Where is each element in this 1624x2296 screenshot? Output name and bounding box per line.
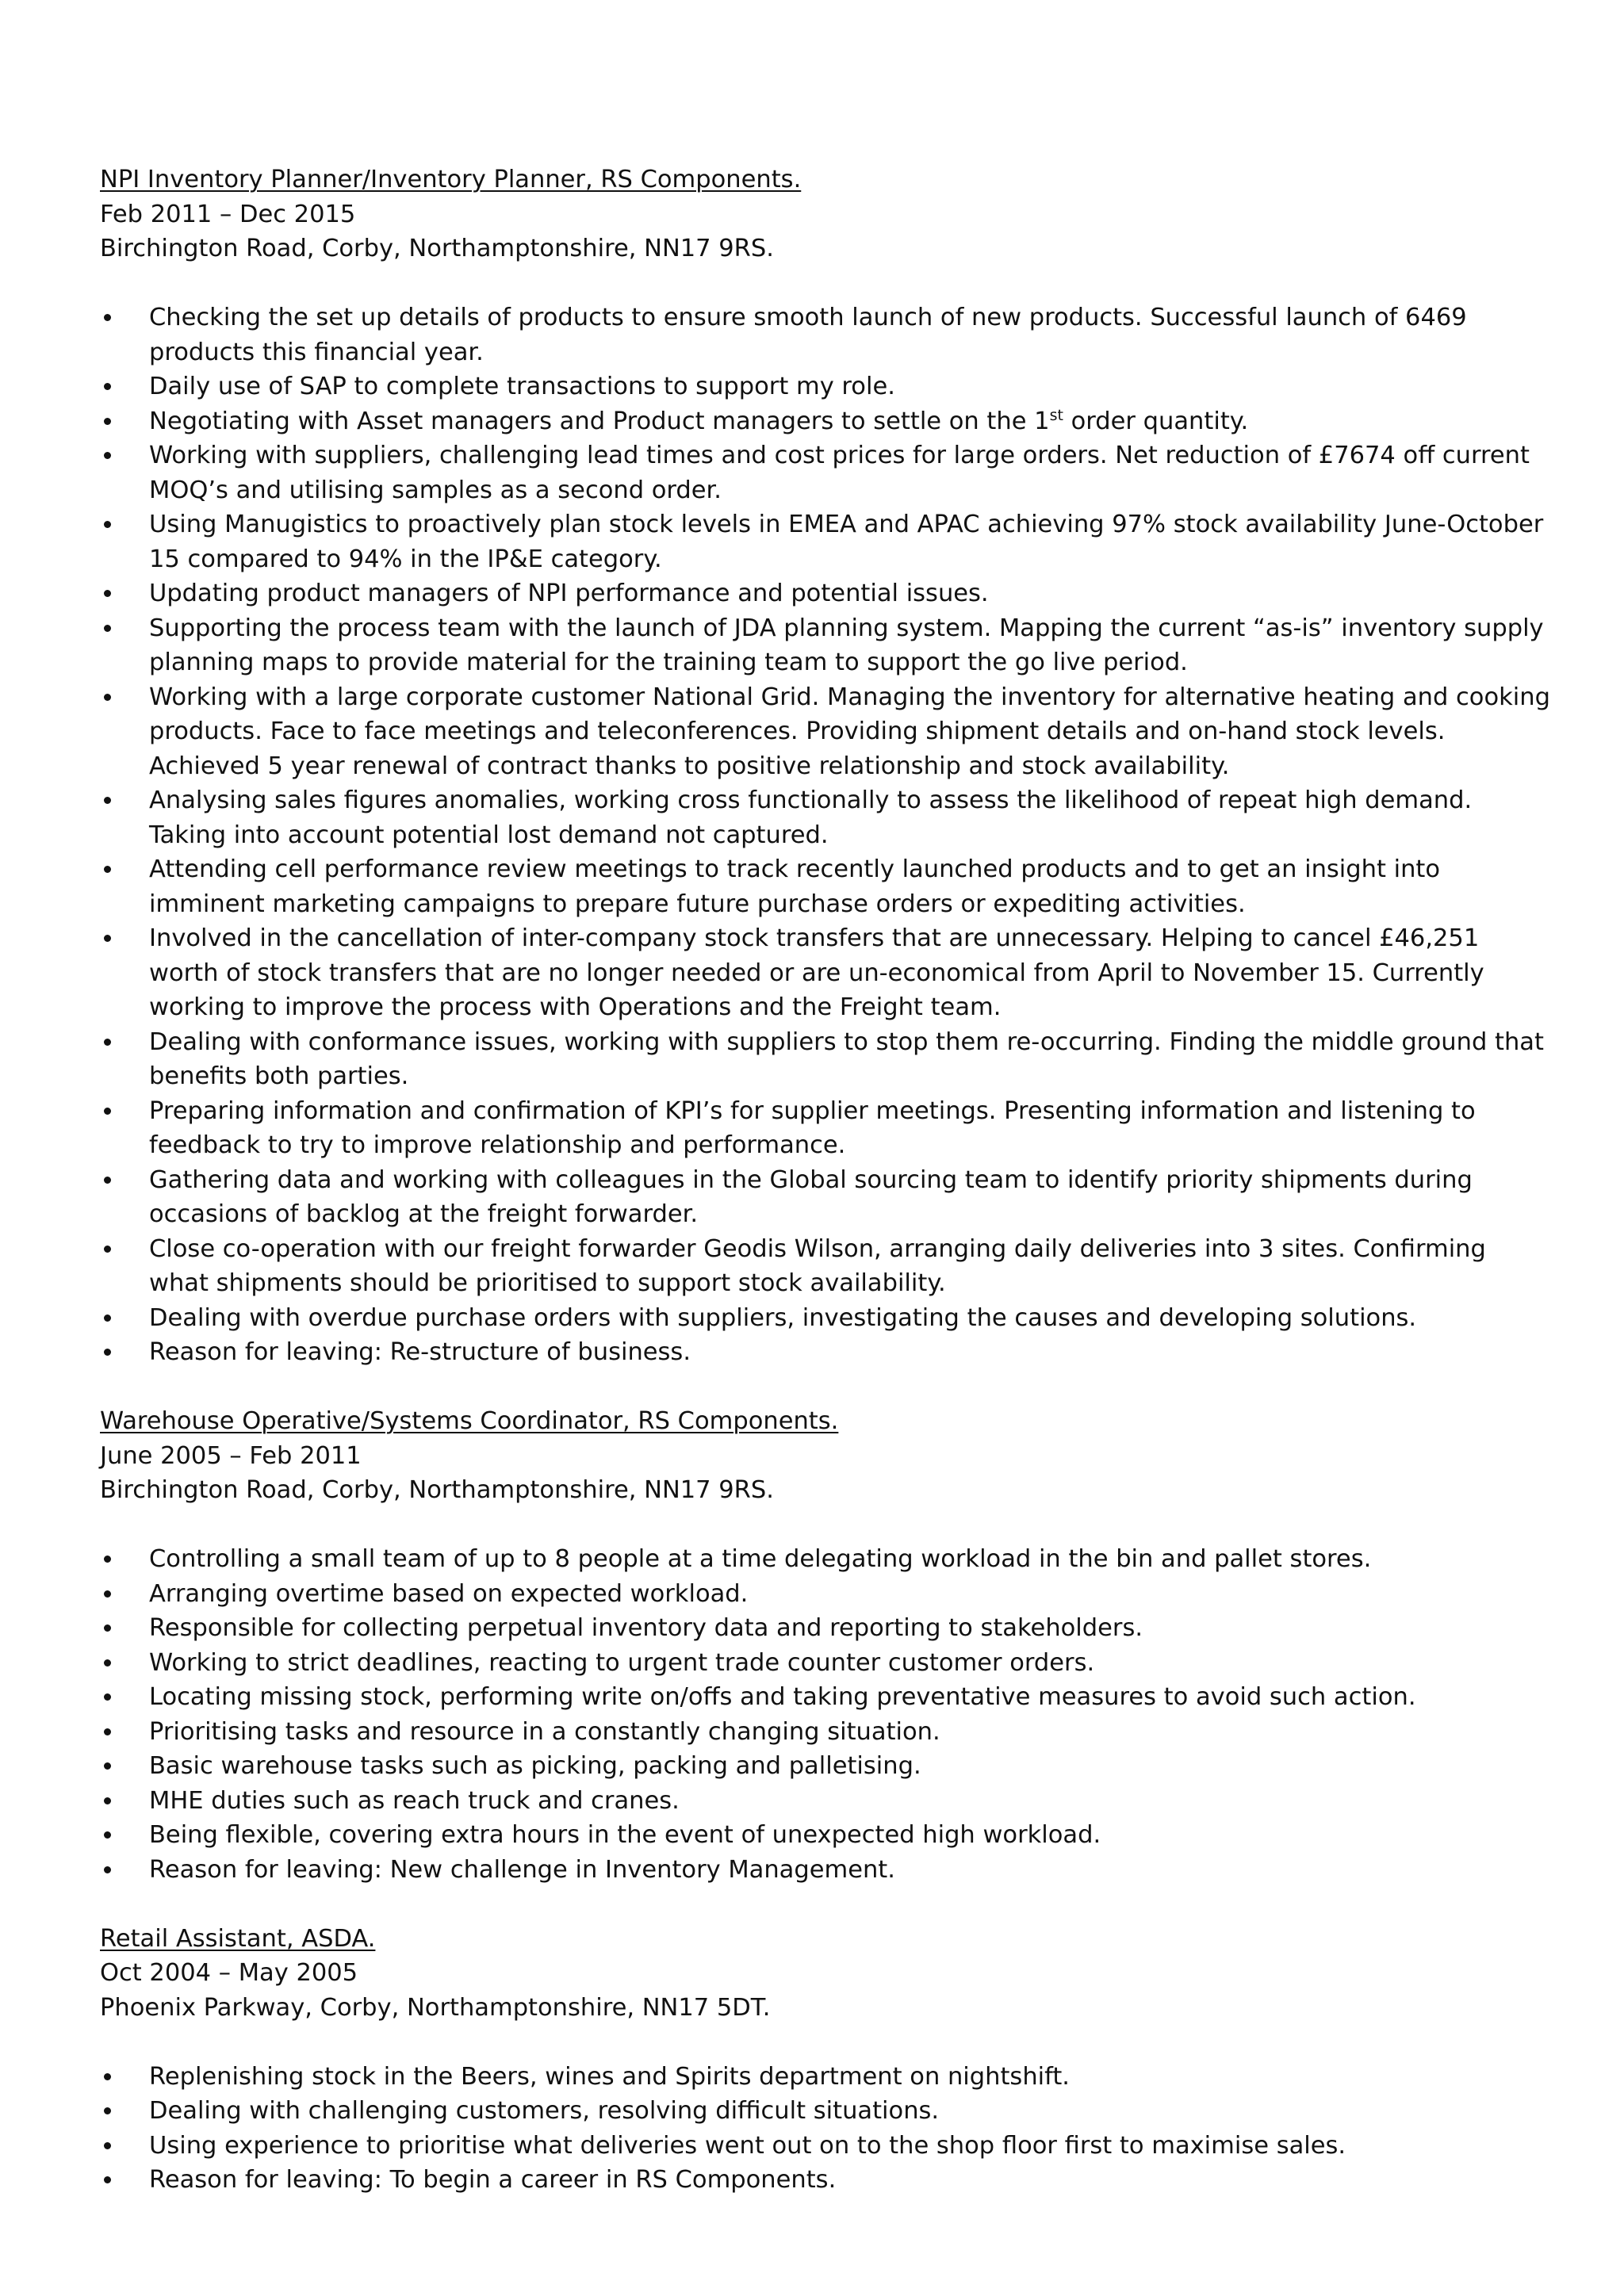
- duty-item: Reason for leaving: Re-structure of business.: [100, 1335, 1551, 1370]
- duty-item: Reason for leaving: New challenge in Inventory Management.: [100, 1853, 1551, 1888]
- job-warehouse-operative: [100, 1404, 1551, 1887]
- duty-list: [100, 300, 1551, 1370]
- duty-item: Responsible for collecting perpetual inventory data and reporting to stakeholders.: [100, 1611, 1551, 1646]
- job-dates: Oct 2004 – May 2005: [100, 1959, 358, 1987]
- duty-item: Dealing with conformance issues, working with suppliers to stop them re-occurring. Finding the middle ground that benefits both parties.: [100, 1025, 1551, 1094]
- duty-item: Working with a large corporate customer National Grid. Managing the inventory for alternative heating and cooking products. Face to face meetings and teleconferences. Providing shipment details and on-hand stock levels. Achieved 5 year renewal of contract thanks to positive relationship and stock availability.: [100, 680, 1551, 784]
- duty-item: Involved in the cancellation of inter-company stock transfers that are unnecessary. Helping to cancel £46,251 worth of stock transfers that are no longer needed or are un-economical from April to November 15. Currently working to improve the process with Operations and the Freight team.: [100, 921, 1551, 1025]
- duty-item: Arranging overtime based on expected workload.: [100, 1577, 1551, 1612]
- duty-text: Negotiating with Asset managers and Product managers to settle on the 1: [149, 407, 1050, 435]
- duty-item: Close co-operation with our freight forwarder Geodis Wilson, arranging daily deliveries into 3 sites. Confirming what shipments should be prioritised to support stock availability.: [100, 1232, 1551, 1301]
- duty-item: Updating product managers of NPI performance and potential issues.: [100, 576, 1551, 611]
- duty-item: Locating missing stock, performing write on/offs and taking preventative measures to avoid such action.: [100, 1680, 1551, 1715]
- duty-item: Prioritising tasks and resource in a constantly changing situation.: [100, 1715, 1551, 1750]
- duty-item: Working with suppliers, challenging lead times and cost prices for large orders. Net reduction of £7674 off current MOQ’s and utilising samples as a second order.: [100, 438, 1551, 507]
- duty-item: Checking the set up details of products to ensure smooth launch of new products. Successful launch of 6469 products this financial year.: [100, 300, 1551, 369]
- job-address: Phoenix Parkway, Corby, Northamptonshire, NN17 5DT.: [100, 1993, 771, 2022]
- employment-history: [100, 163, 1551, 2198]
- duty-item: Daily use of SAP to complete transactions to support my role.: [100, 369, 1551, 404]
- duty-item: Preparing information and confirmation of KPI’s for supplier meetings. Presenting information and listening to feedback to try to improve relationship and performance.: [100, 1094, 1551, 1163]
- job-dates: Feb 2011 – Dec 2015: [100, 200, 356, 228]
- duty-item: [100, 404, 1551, 439]
- job-title: NPI Inventory Planner/Inventory Planner, RS Components.: [100, 166, 802, 193]
- ordinal-suffix: st: [1049, 406, 1063, 424]
- duty-list: [100, 2060, 1551, 2198]
- duty-item: Basic warehouse tasks such as picking, packing and palletising.: [100, 1749, 1551, 1784]
- job-dates: June 2005 – Feb 2011: [100, 1441, 362, 1470]
- duty-item: Analysing sales figures anomalies, working cross functionally to assess the likelihood of repeat high demand. Taking into account potential lost demand not captured.: [100, 783, 1551, 852]
- duty-item: Dealing with challenging customers, resolving difficult situations.: [100, 2094, 1551, 2129]
- duty-item: Reason for leaving: To begin a career in RS Components.: [100, 2163, 1551, 2198]
- duty-item: Attending cell performance review meetings to track recently launched products and to get an insight into imminent marketing campaigns to prepare future purchase orders or expediting activities.: [100, 852, 1551, 921]
- duty-item: Dealing with overdue purchase orders with suppliers, investigating the causes and developing solutions.: [100, 1301, 1551, 1336]
- duty-item: Controlling a small team of up to 8 people at a time delegating workload in the bin and pallet stores.: [100, 1542, 1551, 1577]
- duty-item: Using experience to prioritise what deliveries went out on to the shop floor first to maximise sales.: [100, 2129, 1551, 2164]
- job-title: Warehouse Operative/Systems Coordinator, RS Components.: [100, 1407, 839, 1435]
- job-retail-assistant: [100, 1922, 1551, 2198]
- job-title: Retail Assistant, ASDA.: [100, 1924, 376, 1953]
- duty-item: Working to strict deadlines, reacting to urgent trade counter customer orders.: [100, 1646, 1551, 1681]
- duty-item: Gathering data and working with colleagues in the Global sourcing team to identify priority shipments during occasions of backlog at the freight forwarder.: [100, 1163, 1551, 1232]
- duty-item: Using Manugistics to proactively plan stock levels in EMEA and APAC achieving 97% stock availability June-October 15 compared to 94% in the IP&E category.: [100, 507, 1551, 576]
- job-npi-inventory-planner: [100, 163, 1551, 1370]
- job-address: Birchington Road, Corby, Northamptonshire, NN17 9RS.: [100, 1476, 774, 1504]
- duty-item: Being flexible, covering extra hours in the event of unexpected high workload.: [100, 1818, 1551, 1853]
- duty-list: [100, 1542, 1551, 1887]
- duty-item: Replenishing stock in the Beers, wines and Spirits department on nightshift.: [100, 2060, 1551, 2095]
- duty-item: Supporting the process team with the launch of JDA planning system. Mapping the current “as-is” inventory supply planning maps to provide material for the training team to support the go live period.: [100, 611, 1551, 680]
- duty-text: order quantity.: [1063, 407, 1249, 435]
- job-address: Birchington Road, Corby, Northamptonshire, NN17 9RS.: [100, 235, 774, 262]
- duty-item: MHE duties such as reach truck and cranes.: [100, 1784, 1551, 1819]
